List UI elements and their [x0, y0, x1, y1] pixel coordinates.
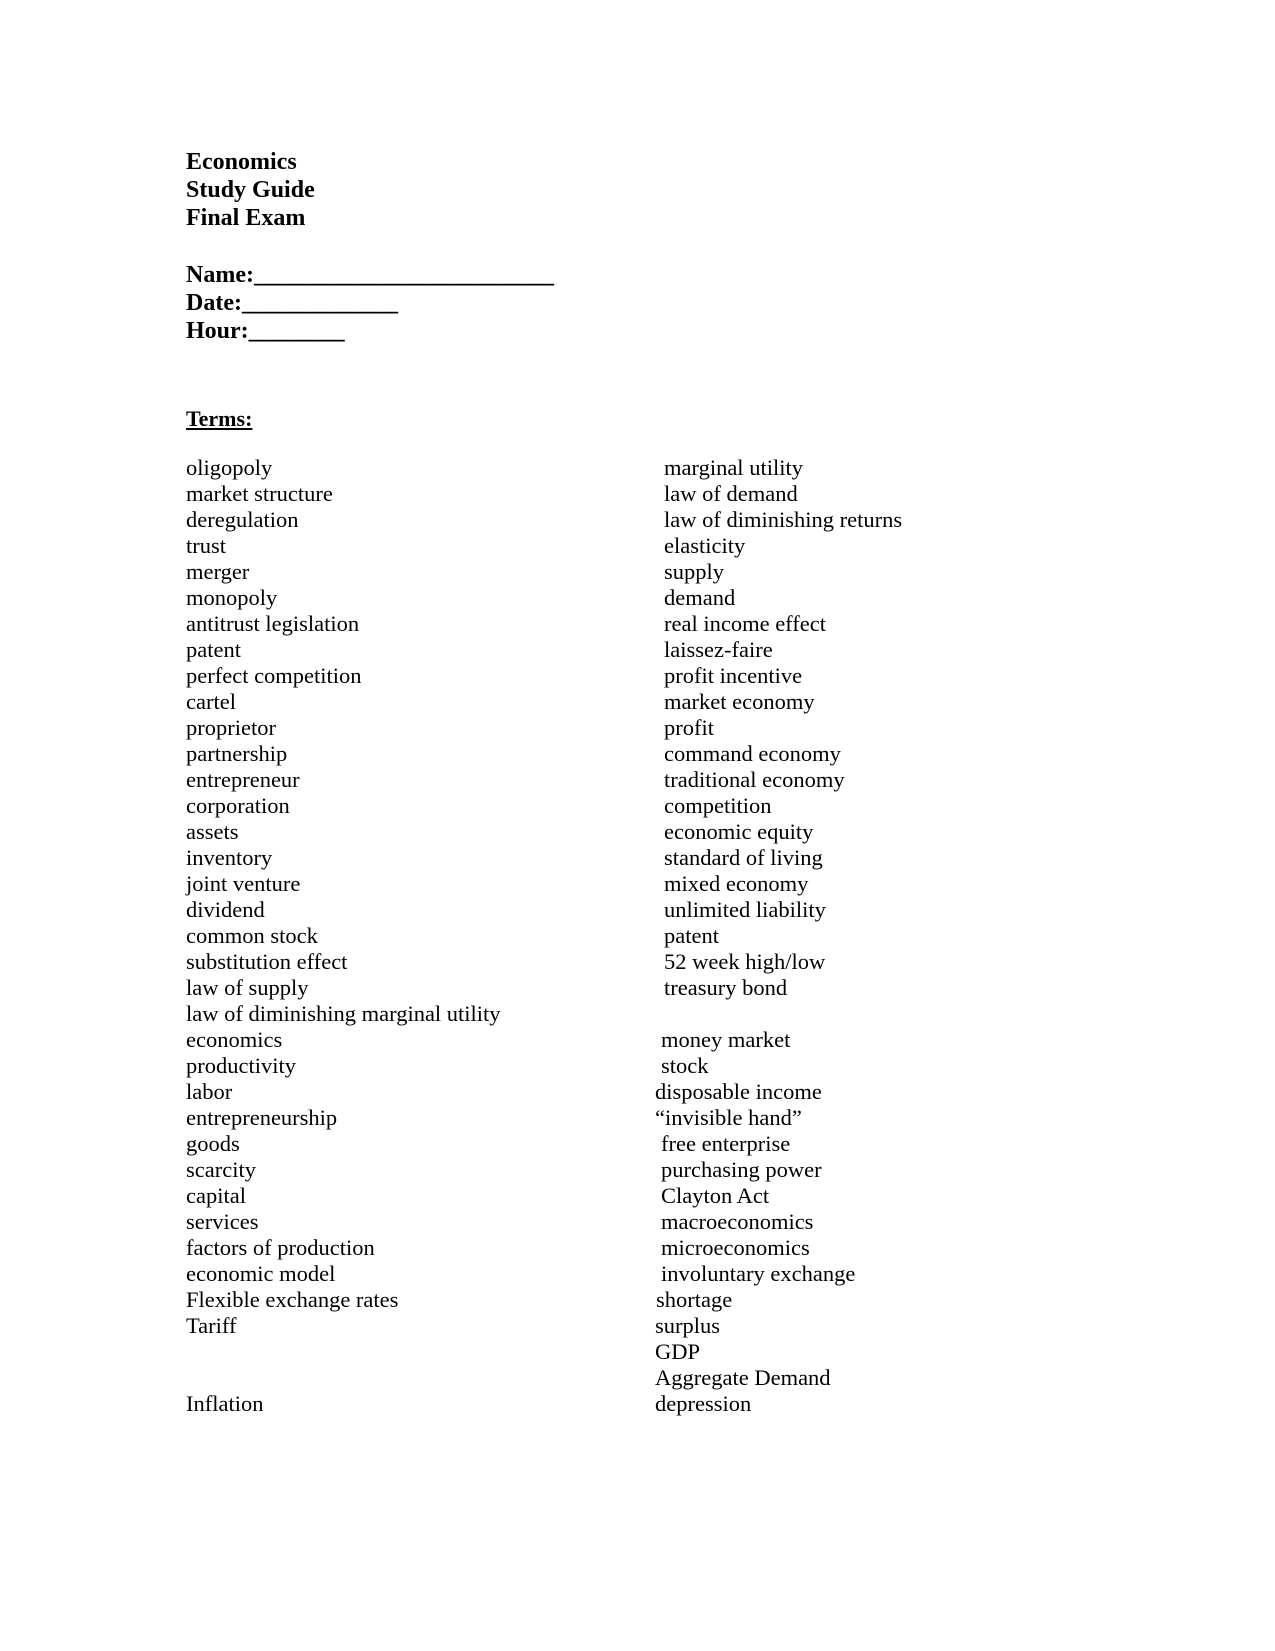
- term-item: command economy: [664, 741, 841, 766]
- term-item: purchasing power: [661, 1157, 822, 1182]
- term-item: partnership: [186, 741, 288, 766]
- term-item: economic model: [186, 1261, 336, 1286]
- term-item: scarcity: [186, 1157, 256, 1182]
- term-item: mixed economy: [664, 871, 809, 896]
- term-item: productivity: [186, 1053, 296, 1078]
- term-item: goods: [186, 1131, 240, 1156]
- term-item: inventory: [186, 845, 273, 870]
- term-item: elasticity: [664, 533, 746, 558]
- term-item: deregulation: [186, 507, 299, 532]
- term-item: proprietor: [186, 715, 276, 740]
- term-item: marginal utility: [664, 455, 803, 480]
- term-item: labor: [186, 1079, 233, 1104]
- term-item: law of diminishing marginal utility: [186, 1001, 501, 1026]
- term-item: oligopoly: [186, 455, 273, 480]
- term-item: services: [186, 1209, 259, 1234]
- doc-type-title: Study Guide: [186, 177, 315, 203]
- term-item: patent: [664, 923, 719, 948]
- term-item: entrepreneur: [186, 767, 300, 792]
- term-item: surplus: [655, 1313, 721, 1338]
- term-item: perfect competition: [186, 663, 362, 688]
- term-item: treasury bond: [664, 975, 788, 1000]
- term-item: shortage: [656, 1287, 733, 1312]
- term-item: joint venture: [186, 871, 301, 896]
- term-item: dividend: [186, 897, 265, 922]
- term-item: Inflation: [186, 1391, 264, 1416]
- term-item: laissez-faire: [664, 637, 773, 662]
- term-item: market economy: [664, 689, 815, 714]
- term-item: money market: [661, 1027, 791, 1052]
- term-item: substitution effect: [186, 949, 348, 974]
- term-item: stock: [661, 1053, 709, 1078]
- term-item: law of demand: [664, 481, 798, 506]
- term-item: economics: [186, 1027, 283, 1052]
- term-item: cartel: [186, 689, 236, 714]
- name-field[interactable]: Name:_________________________: [186, 262, 554, 288]
- term-item: Aggregate Demand: [655, 1365, 831, 1390]
- term-item: GDP: [655, 1339, 701, 1364]
- date-field[interactable]: Date:_____________: [186, 290, 398, 316]
- term-item: patent: [186, 637, 241, 662]
- term-item: free enterprise: [661, 1131, 791, 1156]
- term-item: disposable income: [655, 1079, 822, 1104]
- term-item: corporation: [186, 793, 290, 818]
- term-item: antitrust legislation: [186, 611, 360, 636]
- term-item: 52 week high/low: [664, 949, 826, 974]
- term-item: Tariff: [186, 1313, 237, 1338]
- term-item: law of diminishing returns: [664, 507, 903, 532]
- term-item: depression: [655, 1391, 752, 1416]
- terms-heading: Terms:: [186, 406, 253, 431]
- term-item: “invisible hand”: [655, 1105, 802, 1130]
- term-item: merger: [186, 559, 250, 584]
- term-item: capital: [186, 1183, 246, 1208]
- term-item: Flexible exchange rates: [186, 1287, 399, 1312]
- term-item: demand: [664, 585, 736, 610]
- term-item: law of supply: [186, 975, 309, 1000]
- term-item: market structure: [186, 481, 333, 506]
- term-item: involuntary exchange: [661, 1261, 856, 1286]
- term-item: trust: [186, 533, 227, 558]
- subject-title: Economics: [186, 149, 297, 175]
- exam-title: Final Exam: [186, 205, 306, 231]
- term-item: monopoly: [186, 585, 278, 610]
- term-item: factors of production: [186, 1235, 375, 1260]
- term-item: profit incentive: [664, 663, 803, 688]
- term-item: competition: [664, 793, 772, 818]
- term-item: profit: [664, 715, 714, 740]
- term-item: Clayton Act: [661, 1183, 770, 1208]
- term-item: microeconomics: [661, 1235, 810, 1260]
- term-item: supply: [664, 559, 725, 584]
- term-item: assets: [186, 819, 239, 844]
- term-item: economic equity: [664, 819, 814, 844]
- term-item: macroeconomics: [661, 1209, 814, 1234]
- hour-field[interactable]: Hour:________: [186, 318, 345, 344]
- term-item: unlimited liability: [664, 897, 826, 922]
- term-item: standard of living: [664, 845, 823, 870]
- term-item: traditional economy: [664, 767, 845, 792]
- term-item: common stock: [186, 923, 318, 948]
- term-item: real income effect: [664, 611, 826, 636]
- term-item: entrepreneurship: [186, 1105, 338, 1130]
